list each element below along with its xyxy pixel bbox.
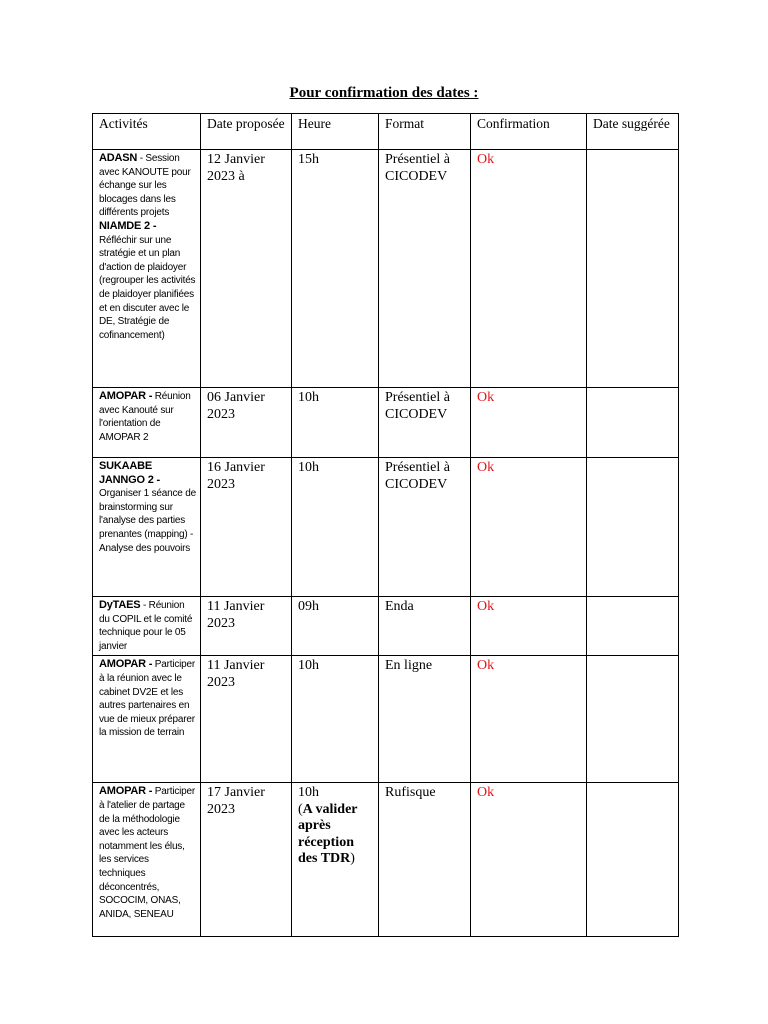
activity-cell	[93, 458, 201, 597]
activity-org: ADASN	[99, 152, 138, 164]
date-cell: 06 Janvier 2023	[201, 388, 292, 458]
activity-org: AMOPAR -	[99, 390, 153, 402]
activity-org: DyTAES	[99, 599, 141, 611]
activity-text: Participer à la réunion avec le cabinet DV2E et les autres partenaires en vue de mieux préparer la mission de terrain	[99, 659, 196, 739]
table-row	[93, 783, 679, 937]
confirmation-cell: Ok	[471, 458, 587, 597]
format-cell: En ligne	[379, 656, 471, 783]
heure-note: (A valider après réception des TDR)	[298, 801, 358, 867]
confirmation-cell: Ok	[471, 656, 587, 783]
confirmation-cell: Ok	[471, 597, 587, 656]
suggested-date-cell	[587, 656, 679, 783]
heure-cell: 10h	[292, 458, 379, 597]
header-activites: Activités	[93, 114, 201, 150]
confirmation-cell: Ok	[471, 783, 587, 937]
suggested-date-cell	[587, 150, 679, 388]
heure-cell: 10h	[292, 656, 379, 783]
activity-text: - Réunion du COPIL et le comité technique pour le 05 janvier	[99, 600, 193, 652]
date-cell: 17 Janvier 2023	[201, 783, 292, 937]
activity-cell	[93, 388, 201, 458]
header-date-proposee: Date proposée	[201, 114, 292, 150]
heure-value: 10h	[298, 785, 319, 801]
heure-cell: 15h	[292, 150, 379, 388]
date-cell: 12 Janvier 2023 à	[201, 150, 292, 388]
format-cell: Présentiel à CICODEV	[379, 388, 471, 458]
format-cell: Rufisque	[379, 783, 471, 937]
activity-org: SUKAABE JANNGO 2 -	[99, 460, 160, 486]
suggested-date-cell	[587, 597, 679, 656]
date-cell: 16 Janvier 2023	[201, 458, 292, 597]
heure-cell: 10h	[292, 388, 379, 458]
date-cell: 11 Janvier 2023	[201, 656, 292, 783]
table-row	[93, 150, 679, 388]
heure-cell	[292, 783, 379, 937]
activity-cell	[93, 150, 201, 388]
table-row	[93, 656, 679, 783]
activity-cell	[93, 656, 201, 783]
activity-org: AMOPAR -	[99, 658, 153, 671]
activity-text: Réunion avec Kanouté sur l'orientation de AMOPAR 2	[99, 391, 191, 443]
table-row	[93, 458, 679, 597]
activity-text: Participer à l'atelier de partage de la méthodologie avec les acteurs notamment les élus, les services techniques déconcentrés, SOCOCIM, ONAS, ANIDA, SENEAU	[99, 786, 196, 920]
activity-org: AMOPAR -	[99, 785, 153, 798]
format-cell: Présentiel à CICODEV	[379, 150, 471, 388]
header-heure: Heure	[292, 114, 379, 150]
table-row	[93, 597, 679, 656]
format-cell: Enda	[379, 597, 471, 656]
table-header-row	[93, 114, 679, 150]
suggested-date-cell	[587, 783, 679, 937]
activity-text: Réfléchir sur une stratégie et un plan d'action de plaidoyer (regrouper les activités de plaidoyer planifiées et en discuter avec le DE, Stratégie de cofinancement)	[99, 234, 196, 341]
heure-cell: 09h	[292, 597, 379, 656]
format-cell: Présentiel à CICODEV	[379, 458, 471, 597]
activity-cell	[93, 597, 201, 656]
heure-note-text: A valider après réception des TDR	[298, 801, 358, 867]
table-row	[93, 388, 679, 458]
activity-text: - Session avec KANOUTE pour échange sur les blocages dans les différents projets	[99, 153, 191, 219]
activity-cell	[93, 783, 201, 937]
schedule-table	[92, 113, 679, 937]
activity-text: Organiser 1 séance de brainstorming sur l'analyse des parties prenantes (mapping) - Analyse des pouvoirs	[99, 488, 196, 554]
activity-org: NIAMDE 2 -	[99, 219, 157, 232]
suggested-date-cell	[587, 458, 679, 597]
confirmation-cell: Ok	[471, 388, 587, 458]
header-format: Format	[379, 114, 471, 150]
date-cell: 11 Janvier 2023	[201, 597, 292, 656]
page-title: Pour confirmation des dates :	[289, 85, 479, 101]
suggested-date-cell	[587, 388, 679, 458]
confirmation-cell: Ok	[471, 150, 587, 388]
header-confirmation: Confirmation	[471, 114, 587, 150]
header-date-suggeree: Date suggérée	[587, 114, 679, 150]
